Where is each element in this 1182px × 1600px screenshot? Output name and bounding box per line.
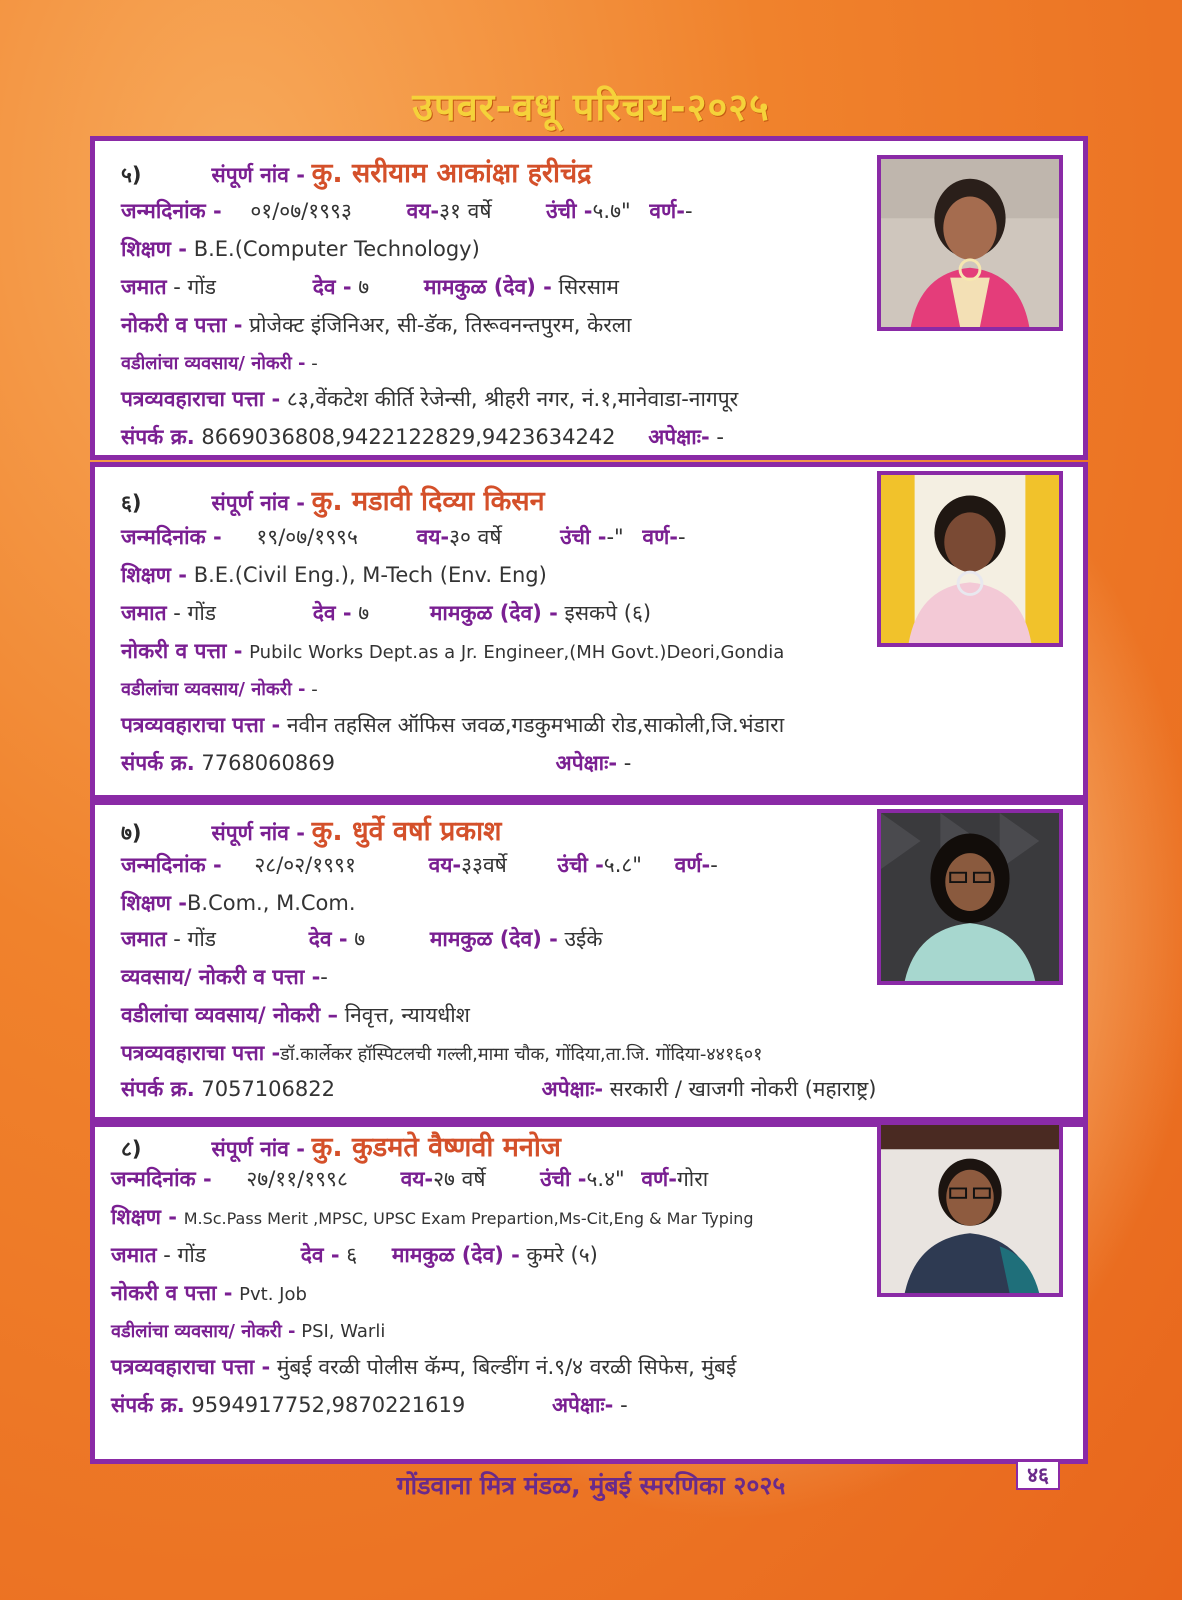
profile-card-6	[90, 462, 1088, 800]
row-father-job: वडीलांचा व्यवसाय/ नोकरी - PSI, Warli	[111, 1321, 386, 1342]
row-dob: जन्मदिनांक - ०१/०७/१९९३ वय-३१ वर्षे उंची -५.७" वर्ण--	[121, 199, 693, 223]
row-name: ६) संपूर्ण नांव - कु. मडावी दिव्या किसन	[121, 486, 545, 517]
row-dob: जन्मदिनांक - १९/०७/१९९५ वय-३० वर्षे उंची --" वर्ण--	[121, 525, 686, 549]
page-number: ४६	[1016, 1460, 1060, 1490]
footer-title: गोंडवाना मित्र मंडळ, मुंबई स्मरणिका २०२५	[396, 1471, 786, 1500]
row-father-job: वडीलांचा व्यवसाय/ नोकरी - -	[121, 353, 318, 374]
row-community: जमात - गोंड देव - ७ मामकुळ (देव) - उईके	[121, 927, 603, 951]
row-community: जमात - गोंड देव - ७ मामकुळ (देव) - इसकपे (६)	[121, 601, 652, 625]
row-postal-address: पत्रव्यवहाराचा पत्ता - मुंबई वरळी पोलीस कॅम्प, बिल्डींग नं.९/४ वरळी सिफेस, मुंबई	[111, 1355, 737, 1379]
row-contact: संपर्क क्र. 7768060869 अपेक्षाः- -	[121, 751, 632, 775]
row-education: शिक्षण - B.E.(Computer Technology)	[121, 237, 480, 261]
row-postal-address: पत्रव्यवहाराचा पत्ता - ८३,वेंकटेश कीर्ति रेजेन्सी, श्रीहरी नगर, नं.१,मानेवाडा-नागपूर	[121, 387, 739, 411]
profile-photo	[877, 471, 1063, 647]
row-community: जमात - गोंड देव - ६ मामकुळ (देव) - कुमरे (५)	[111, 1243, 598, 1267]
row-job: नोकरी व पत्ता - Pvt. Job	[111, 1281, 307, 1305]
row-postal-address: पत्रव्यवहाराचा पत्ता - नवीन तहसिल ऑफिस जवळ,गडकुमभाळी रोड,साकोली,जि.भंडारा	[121, 713, 785, 737]
row-postal-address: पत्रव्यवहाराचा पत्ता -डॉ.कार्लेकर हॉस्पिटलची गल्ली,मामा चौक, गोंदिया,ता.जि. गोंदिया-४४१६०१	[121, 1041, 763, 1065]
row-education: शिक्षण - B.E.(Civil Eng.), M-Tech (Env. Eng)	[121, 563, 547, 587]
row-dob: जन्मदिनांक - २७/११/१९९८ वय-२७ वर्षे उंची -५.४" वर्ण-गोरा	[111, 1167, 709, 1191]
row-dob: जन्मदिनांक - २८/०२/१९९१ वय-३३वर्षे उंची -५.८" वर्ण--	[121, 853, 718, 877]
profile-photo	[877, 809, 1063, 985]
profile-card-8	[90, 1122, 1088, 1464]
row-father-job: वडीलांचा व्यवसाय/ नोकरी - -	[121, 679, 318, 700]
row-community: जमात - गोंड देव - ७ मामकुळ (देव) - सिरसाम	[121, 275, 619, 299]
profile-photo	[877, 155, 1063, 331]
row-job: नोकरी व पत्ता - प्रोजेक्ट इंजिनिअर, सी-डॅक, तिरूवनन्तपुरम, केरला	[121, 313, 632, 337]
row-education: शिक्षण -B.Com., M.Com.	[121, 891, 356, 915]
row-name: ८) संपूर्ण नांव - कु. कुडमते वैष्णवी मनोज	[121, 1132, 561, 1163]
profile-card-5	[90, 136, 1088, 460]
row-name: ७) संपूर्ण नांव - कु. धुर्वे वर्षा प्रकाश	[121, 816, 502, 847]
row-father-job: वडीलांचा व्यवसाय/ नोकरी – निवृत्त, न्यायधीश	[121, 1003, 470, 1027]
page-title: उपवर-वधू परिचय-२०२५	[412, 85, 770, 129]
profile-card-7	[90, 800, 1088, 1122]
row-name: ५) संपूर्ण नांव - कु. सरीयाम आकांक्षा हरीचंद्र	[121, 158, 592, 189]
profile-photo	[877, 1121, 1063, 1297]
row-job: नोकरी व पत्ता - Pubilc Works Dept.as a Jr. Engineer,(MH Govt.)Deori,Gondia	[121, 639, 785, 663]
row-contact: संपर्क क्र. 9594917752,9870221619 अपेक्षाः- -	[111, 1393, 628, 1417]
row-education: शिक्षण - M.Sc.Pass Merit ,MPSC, UPSC Exam Prepartion,Ms-Cit,Eng & Mar Typing	[111, 1205, 754, 1229]
row-contact: संपर्क क्र. 8669036808,9422122829,9423634242 अपेक्षाः- -	[121, 425, 724, 449]
row-business-job: व्यवसाय/ नोकरी व पत्ता --	[121, 965, 328, 989]
row-contact: संपर्क क्र. 7057106822 अपेक्षाः- सरकारी / खाजगी नोकरी (महाराष्ट्र)	[121, 1077, 877, 1101]
